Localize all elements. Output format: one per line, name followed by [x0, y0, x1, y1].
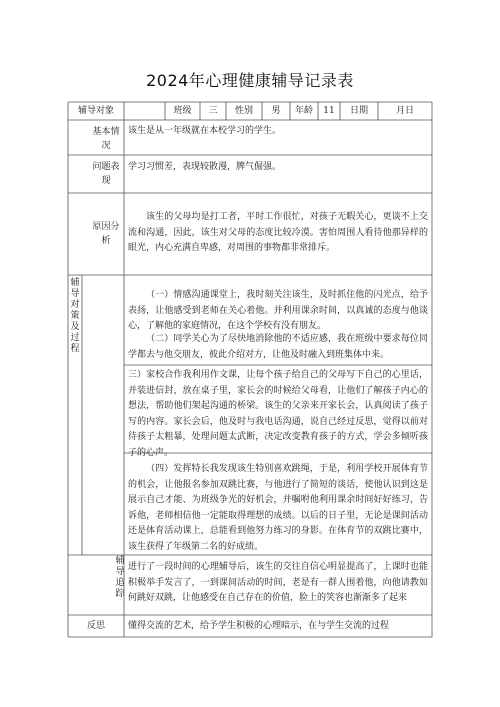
- process-step-1: （一）情感沟通课堂上，我时刻关注该生，及时抓住他的闪光点，给予表扬，让他感受到老师在关心着他。并利用课余时间，以真诚的态度与他谈心，了解他的家庭情况，在这个学校有没有朋友。: [128, 290, 428, 331]
- basic-label: 基本情况: [92, 127, 120, 151]
- process-step-3: 三）家校合作我利用作文课，让每个孩子给自己的父母写下自己的心里话，并装进信封，放在桌子里，家长会的时候给父母看，让他们了解孩子内心的想法，帮助他们架起沟通的桥梁。该生的父亲来开家长会，认真阅读了孩子写的内容。家长会后，他及时与我电话沟通，说自己经过反思，觉得以前对待孩子太粗暴，处理问题太武断，决定改变教育孩子的方式，学会多倾听孩子的心声。: [128, 370, 428, 458]
- process-step-4: （四）发挥特长我发现该生特别喜欢跳绳，于是，利用学校开展体育节的机会，让他报名参加双跳比赛，与他进行了简短的谈话，使他认识到这是展示自己才能、为班级争光的好机会，并嘱咐他利用课余时间好好练习，告诉他，老师相信他一定能取得理想的成绩。以后的日子里，无论是课间活动还是体育活动课上，总能看到他努力练习的身影。在体育节的双跳比赛中，该生获得了年级第二名的好成绩。: [128, 464, 428, 552]
- followup-text: 进行了一段时间的心理辅导后，该生的交往自信心明显提高了，上课时也能积极举手发言了，一到课间活动的时间，老是有一群人围着他，向他请教如何跳好双跳，让他感受在自己存在的价值，脸上的笑容也渐渐多了起来: [128, 562, 428, 603]
- reflect-label: 反思: [86, 621, 105, 631]
- process-step-2: （二）同学关心为了尽快地消除他的不适应感，我在班级中要求每位同学都去与他交朋友，彼此介绍对方，让他及时融入到班集体中来。: [128, 334, 428, 360]
- date-label: 日期: [349, 106, 368, 116]
- target-label: 辅导对象: [77, 106, 114, 116]
- problem-label: 问题表现: [92, 162, 120, 186]
- problem-text: 学习习惯差，表现较散漫，脾气倔强。: [128, 162, 282, 172]
- age-label: 年龄: [294, 106, 313, 116]
- basic-text: 该生是从一年级就在本校学习的学生。: [128, 126, 282, 136]
- reflect-text: 懂得交流的艺术，给予学生积极的心理暗示，在与学生交流的过程: [128, 621, 390, 631]
- process-label: 辅导对策及过程: [70, 278, 80, 354]
- grade-label: 班级: [173, 106, 192, 116]
- age-value: 11: [323, 106, 335, 116]
- gender-value: 男: [271, 106, 281, 116]
- followup-label: 辅导追踪: [115, 556, 125, 599]
- gender-label: 性别: [234, 106, 253, 116]
- cause-label: 原因分析: [92, 222, 120, 246]
- cause-text: 该生的父母均是打工者，平时工作很忙，对孩子无暇关心，更谈不上交流和沟通，因此，该生对父母的态度比较冷漠。害怕周围人看待他那异样的眼光，内心充满自卑感，对周围的事物都非常排斥。: [128, 212, 428, 253]
- page-title: 2024年心理健康辅导记录表: [146, 71, 354, 90]
- grade-value: 三: [208, 106, 218, 116]
- date-value: 月日: [395, 106, 414, 116]
